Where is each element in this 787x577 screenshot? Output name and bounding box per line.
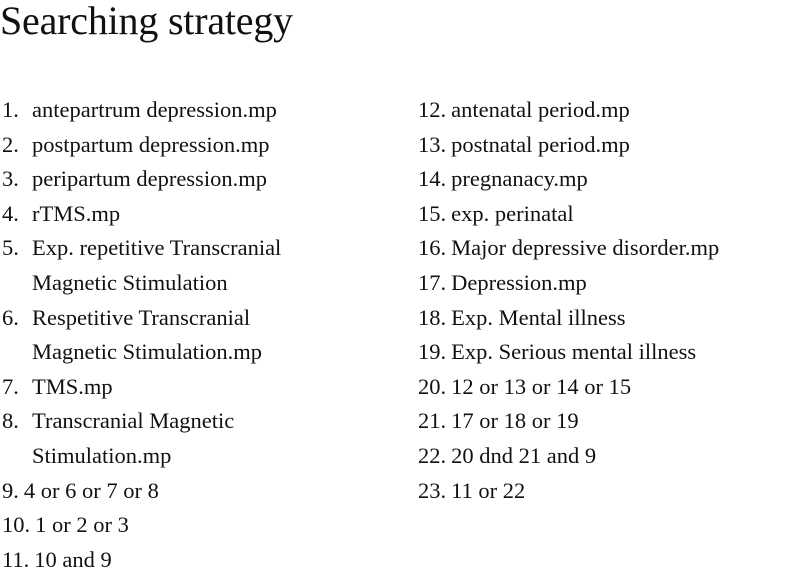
line-text: TMS.mp [32, 373, 113, 399]
search-line-11 [2, 543, 402, 577]
line-text: 20 dnd 21 and 9 [451, 442, 597, 468]
search-line-21 [418, 404, 787, 439]
line-text-part-1: Respetitive Transcranial [32, 304, 251, 330]
line-number: 20. [418, 373, 447, 399]
line-text: Depression.mp [451, 269, 587, 295]
line-number: 11. [2, 546, 30, 572]
search-line-3 [2, 162, 402, 197]
search-line-4 [2, 197, 402, 232]
line-number: 14. [418, 166, 447, 192]
line-number: 13. [418, 131, 447, 157]
search-line-22 [418, 439, 787, 474]
search-line-7 [2, 370, 402, 405]
line-text: antenatal period.mp [451, 97, 630, 122]
line-text: pregnanacy.mp [451, 166, 588, 192]
search-line-20 [418, 370, 787, 405]
line-text: Major depressive disorder.mp [451, 235, 720, 261]
line-text: rTMS.mp [32, 200, 121, 226]
page-title: Searching strategy [0, 0, 293, 43]
search-line-13 [418, 128, 787, 163]
line-number: 21. [418, 408, 447, 434]
line-text-part-2: Stimulation.mp [32, 442, 172, 468]
line-text: antepartrum depression.mp [32, 97, 277, 122]
search-line-5 [2, 231, 402, 300]
line-text [32, 404, 234, 473]
search-line-14 [418, 162, 787, 197]
line-text: 10 and 9 [34, 546, 112, 572]
line-number: 2. [2, 131, 19, 157]
line-text-part-2: Magnetic Stimulation [32, 269, 228, 295]
line-number: 15. [418, 200, 447, 226]
search-terms-right-column [418, 93, 787, 508]
line-number: 23. [418, 477, 447, 503]
line-text-part-1: Transcranial Magnetic [32, 408, 235, 434]
line-number: 7. [2, 373, 19, 399]
line-text-part-1: Exp. repetitive Transcranial [32, 235, 282, 261]
search-line-19 [418, 335, 787, 370]
search-terms-left-column [2, 93, 402, 577]
search-line-1 [2, 93, 402, 128]
line-text-part-2: Magnetic Stimulation.mp [32, 339, 262, 365]
line-text [32, 231, 281, 300]
line-number: 8. [2, 408, 19, 434]
search-line-6 [2, 301, 402, 370]
line-text: Exp. Mental illness [451, 304, 626, 330]
search-line-10 [2, 508, 402, 543]
line-text: 11 or 22 [451, 477, 526, 503]
line-number: 16. [418, 235, 447, 261]
line-text: exp. perinatal [451, 200, 574, 226]
line-number: 6. [2, 304, 19, 330]
line-text: 4 or 6 or 7 or 8 [23, 477, 159, 503]
line-number: 17. [418, 269, 447, 295]
line-text: 1 or 2 or 3 [35, 512, 129, 538]
search-line-17 [418, 266, 787, 301]
search-line-9 [2, 474, 402, 509]
search-line-8 [2, 404, 402, 473]
line-number: 9. [2, 477, 19, 503]
search-line-16 [418, 231, 787, 266]
line-text: 12 or 13 or 14 or 15 [451, 373, 632, 399]
line-number: 3. [2, 166, 19, 192]
line-number: 5. [2, 235, 19, 261]
line-text: postpartum depression.mp [32, 131, 270, 157]
line-number: 10. [2, 512, 31, 538]
line-text: postnatal period.mp [451, 131, 630, 157]
line-text: 17 or 18 or 19 [451, 408, 579, 434]
line-number: 1. [2, 97, 19, 122]
line-number: 19. [418, 339, 447, 365]
search-line-2 [2, 128, 402, 163]
search-line-23 [418, 474, 787, 509]
line-number: 18. [418, 304, 447, 330]
search-line-12 [418, 93, 787, 128]
line-text: Exp. Serious mental illness [451, 339, 697, 365]
line-text: peripartum depression.mp [32, 166, 267, 192]
search-line-15 [418, 197, 787, 232]
line-text [32, 301, 262, 370]
line-number: 4. [2, 200, 19, 226]
line-number: 12. [418, 97, 447, 122]
line-number: 22. [418, 442, 447, 468]
search-line-18 [418, 301, 787, 336]
